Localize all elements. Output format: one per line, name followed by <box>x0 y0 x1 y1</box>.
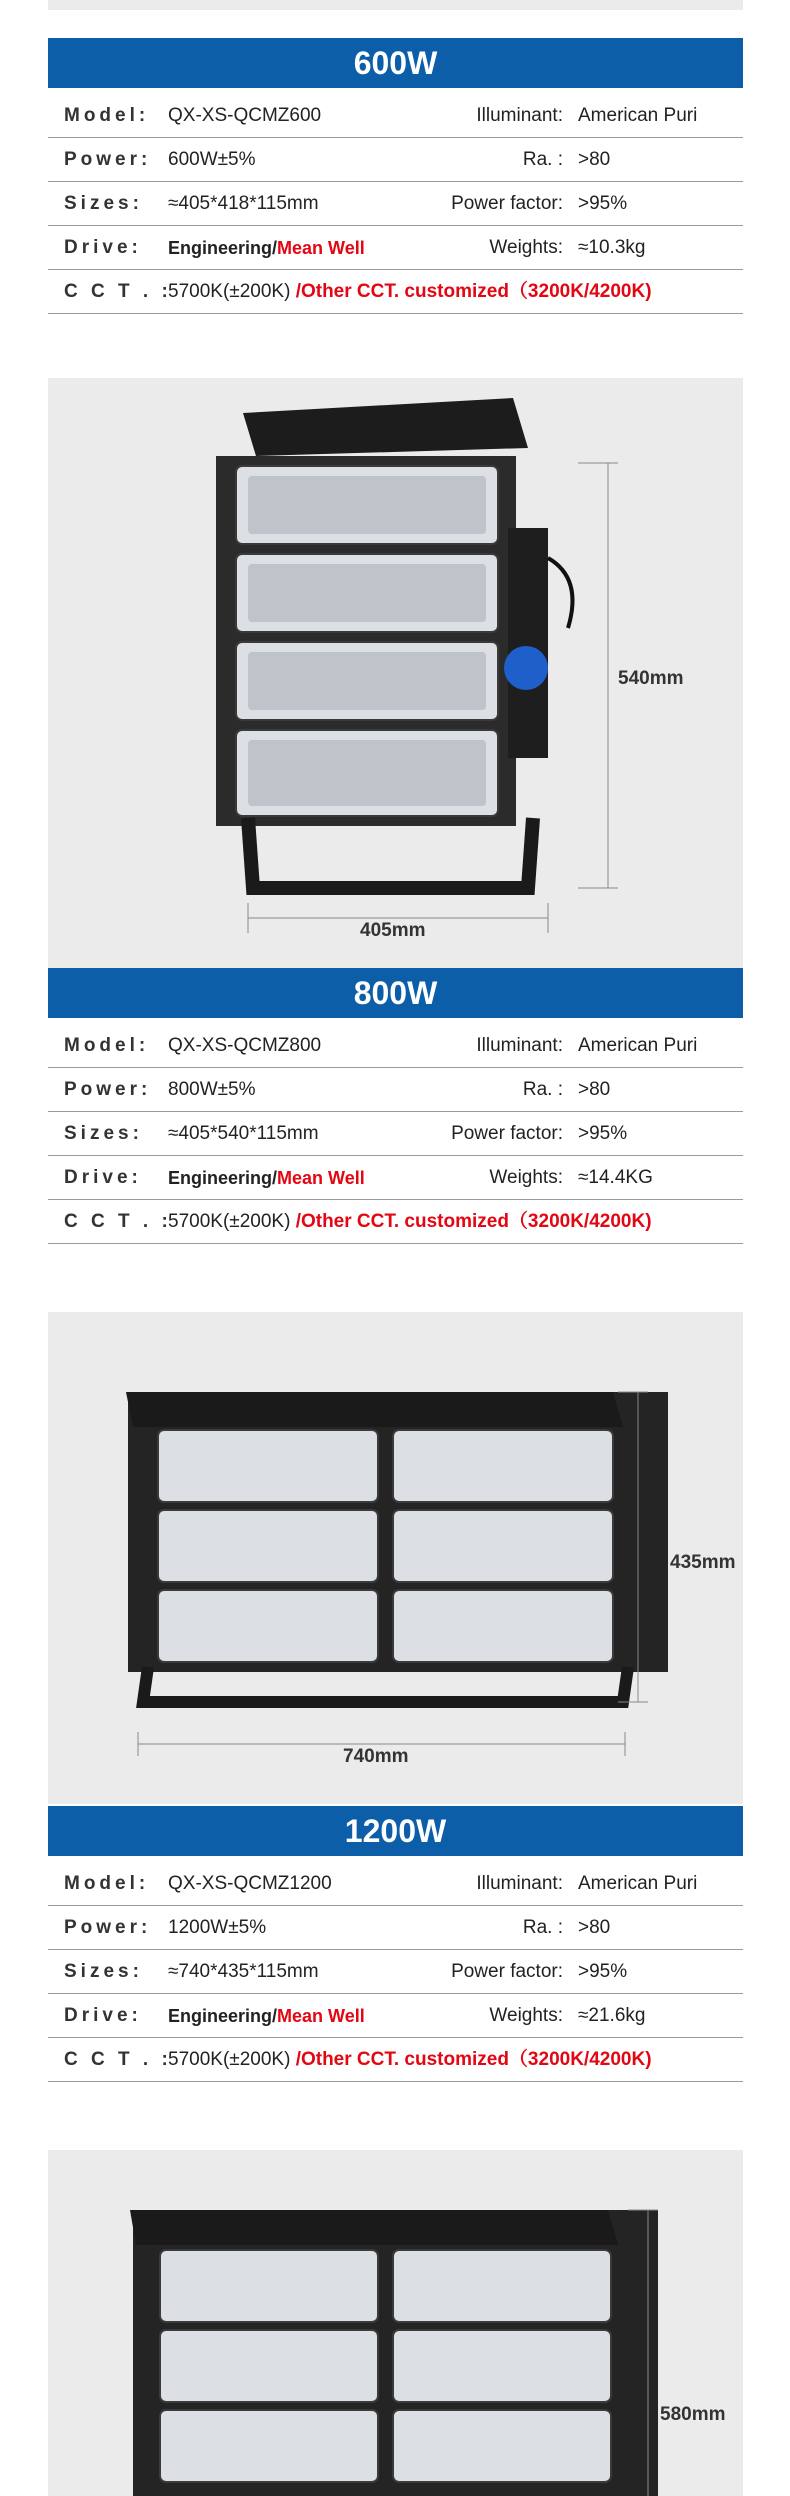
spec-row-power <box>48 1068 743 1112</box>
spec-row-power <box>48 1906 743 1950</box>
power-value: 1200W±5% <box>168 1917 267 1938</box>
cct-main: 5700K(±200K) <box>168 1211 291 1232</box>
power-factor-value: >95% <box>578 1961 628 1982</box>
spec-row-sizes <box>48 1950 743 1994</box>
drive-engineering: Engineering/ <box>168 1168 278 1188</box>
cct-label: C C T . : <box>64 1211 172 1232</box>
sizes-label: Sizes: <box>64 1123 143 1144</box>
product-photo-next <box>48 2150 743 2496</box>
illuminant-value: American Puri <box>578 1873 698 1894</box>
cct-main: 5700K(±200K) <box>168 2049 291 2070</box>
dim-height-next: 580mm <box>660 2404 726 2425</box>
model-value: QX-XS-QCMZ800 <box>168 1035 322 1056</box>
ra-label: Ra. : <box>522 149 563 170</box>
drive-label: Drive: <box>64 2005 142 2026</box>
power-factor-label: Power factor: <box>451 1961 563 1982</box>
spec-row-sizes <box>48 182 743 226</box>
product-photo-800w <box>48 378 743 968</box>
ra-value: >80 <box>578 149 611 170</box>
weight-label: Weights: <box>489 237 563 258</box>
cct-label: C C T . : <box>64 281 172 302</box>
power-factor-value: >95% <box>578 1123 628 1144</box>
spec-row-model <box>48 94 743 138</box>
ra-label: Ra. : <box>522 1079 563 1100</box>
section-title-1200w: 1200W <box>48 1806 743 1856</box>
illuminant-label: Illuminant: <box>476 1035 563 1056</box>
cct-label: C C T . : <box>64 2049 172 2070</box>
drive-value <box>168 226 365 271</box>
ra-value: >80 <box>578 1917 611 1938</box>
weight-label: Weights: <box>489 2005 563 2026</box>
cct-custom: /Other CCT. customized（3200K/4200K) <box>295 1211 652 1232</box>
dim-width-1200w: 740mm <box>343 1746 409 1767</box>
spec-row-drive <box>48 226 743 270</box>
drive-value <box>168 1994 365 2039</box>
model-label: Model: <box>64 1873 150 1894</box>
illuminant-value: American Puri <box>578 1035 698 1056</box>
drive-label: Drive: <box>64 237 142 258</box>
top-photo-remnant <box>48 0 743 10</box>
section-title-600w: 600W <box>48 38 743 88</box>
illuminant-value: American Puri <box>578 105 698 126</box>
sizes-label: Sizes: <box>64 193 143 214</box>
power-label: Power: <box>64 1079 152 1100</box>
power-factor-value: >95% <box>578 193 628 214</box>
power-value: 800W±5% <box>168 1079 256 1100</box>
dim-width-800w: 405mm <box>360 920 426 941</box>
weight-value: ≈21.6kg <box>578 2005 646 2026</box>
weight-label: Weights: <box>489 1167 563 1188</box>
sizes-value: ≈405*418*115mm <box>168 193 319 214</box>
power-factor-label: Power factor: <box>451 1123 563 1144</box>
floodlight-next-illustration <box>48 2150 743 2496</box>
floodlight-1200w-illustration <box>48 1312 743 1804</box>
drive-engineering: Engineering/ <box>168 238 278 258</box>
illuminant-label: Illuminant: <box>476 105 563 126</box>
weight-value: ≈14.4KG <box>578 1167 653 1188</box>
sizes-label: Sizes: <box>64 1961 143 1982</box>
model-label: Model: <box>64 105 150 126</box>
spec-table-1200w <box>48 1862 743 2082</box>
cct-main: 5700K(±200K) <box>168 281 291 302</box>
dim-height-800w: 540mm <box>618 668 684 689</box>
spec-row-cct <box>48 2038 743 2082</box>
model-value: QX-XS-QCMZ600 <box>168 105 322 126</box>
spec-row-cct <box>48 270 743 314</box>
spec-row-sizes <box>48 1112 743 1156</box>
drive-engineering: Engineering/ <box>168 2006 278 2026</box>
drive-meanwell: Mean Well <box>277 238 365 258</box>
spec-row-model <box>48 1862 743 1906</box>
model-value: QX-XS-QCMZ1200 <box>168 1873 332 1894</box>
power-label: Power: <box>64 149 152 170</box>
drive-label: Drive: <box>64 1167 142 1188</box>
drive-meanwell: Mean Well <box>277 1168 365 1188</box>
section-title-800w: 800W <box>48 968 743 1018</box>
spec-row-cct <box>48 1200 743 1244</box>
cct-value <box>168 270 652 314</box>
dim-height-1200w: 435mm <box>670 1552 736 1573</box>
cct-value <box>168 2038 652 2082</box>
spec-row-drive <box>48 1994 743 2038</box>
cct-custom: /Other CCT. customized（3200K/4200K) <box>295 281 652 302</box>
spec-row-power <box>48 138 743 182</box>
sizes-value: ≈405*540*115mm <box>168 1123 319 1144</box>
product-photo-1200w <box>48 1312 743 1804</box>
spec-table-800w <box>48 1024 743 1244</box>
spec-row-drive <box>48 1156 743 1200</box>
power-factor-label: Power factor: <box>451 193 563 214</box>
model-label: Model: <box>64 1035 150 1056</box>
spec-table-600w <box>48 94 743 314</box>
ra-label: Ra. : <box>522 1917 563 1938</box>
spec-row-model <box>48 1024 743 1068</box>
illuminant-label: Illuminant: <box>476 1873 563 1894</box>
weight-value: ≈10.3kg <box>578 237 646 258</box>
cct-custom: /Other CCT. customized（3200K/4200K) <box>295 2049 652 2070</box>
drive-value <box>168 1156 365 1201</box>
cct-value <box>168 1200 652 1244</box>
drive-meanwell: Mean Well <box>277 2006 365 2026</box>
sizes-value: ≈740*435*115mm <box>168 1961 319 1982</box>
ra-value: >80 <box>578 1079 611 1100</box>
power-value: 600W±5% <box>168 149 256 170</box>
power-label: Power: <box>64 1917 152 1938</box>
